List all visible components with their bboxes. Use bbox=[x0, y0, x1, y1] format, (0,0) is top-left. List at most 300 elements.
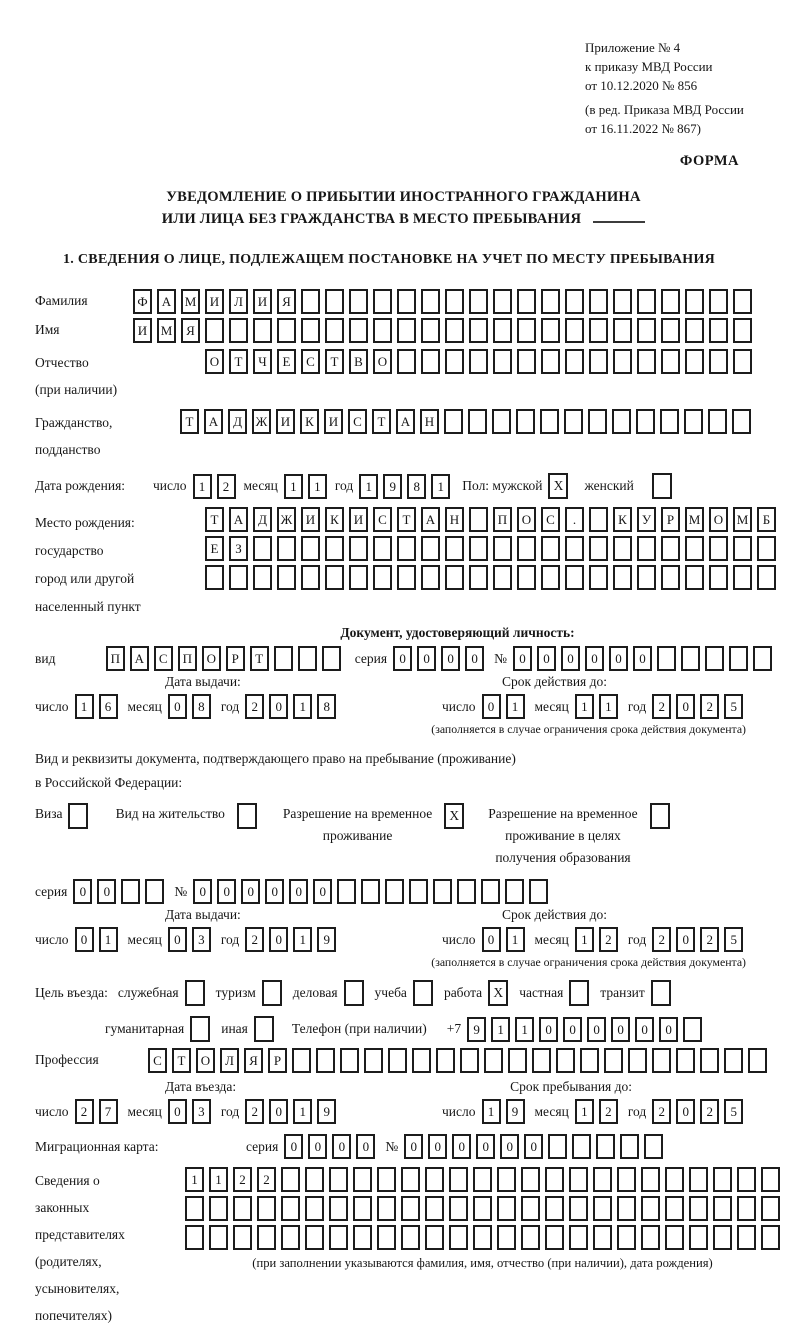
form-cell[interactable]: 0 bbox=[482, 927, 501, 952]
form-cell[interactable] bbox=[421, 536, 440, 561]
form-cell[interactable] bbox=[445, 565, 464, 590]
form-cell[interactable] bbox=[548, 1134, 567, 1159]
form-cell[interactable]: 0 bbox=[217, 879, 236, 904]
form-cell[interactable] bbox=[517, 565, 536, 590]
form-cell[interactable] bbox=[229, 318, 248, 343]
form-cell[interactable] bbox=[641, 1225, 660, 1250]
form-cell[interactable]: 0 bbox=[269, 927, 288, 952]
form-cell[interactable]: 2 bbox=[652, 927, 671, 952]
form-cell[interactable]: С bbox=[148, 1048, 167, 1073]
form-cell[interactable] bbox=[388, 1048, 407, 1073]
form-cell[interactable] bbox=[689, 1167, 708, 1192]
form-cell[interactable]: 1 bbox=[491, 1017, 510, 1042]
form-cell[interactable]: 2 bbox=[700, 1099, 719, 1124]
form-cell[interactable] bbox=[229, 565, 248, 590]
form-cell[interactable]: 0 bbox=[269, 1099, 288, 1124]
form-cell[interactable]: 0 bbox=[465, 646, 484, 671]
form-cell[interactable]: 0 bbox=[289, 879, 308, 904]
form-cell[interactable] bbox=[708, 409, 727, 434]
form-cell[interactable]: О bbox=[709, 507, 728, 532]
form-cell[interactable] bbox=[565, 565, 584, 590]
form-cell[interactable]: 2 bbox=[257, 1167, 276, 1192]
sex-female-checkbox[interactable] bbox=[652, 473, 672, 499]
form-cell[interactable] bbox=[665, 1196, 684, 1221]
form-cell[interactable] bbox=[620, 1134, 639, 1159]
form-cell[interactable]: 1 bbox=[431, 474, 450, 499]
form-cell[interactable] bbox=[449, 1167, 468, 1192]
form-cell[interactable]: 0 bbox=[676, 1099, 695, 1124]
form-cell[interactable] bbox=[298, 646, 317, 671]
form-cell[interactable]: 0 bbox=[659, 1017, 678, 1042]
form-cell[interactable] bbox=[613, 349, 632, 374]
form-cell[interactable] bbox=[281, 1225, 300, 1250]
form-cell[interactable]: А bbox=[157, 289, 176, 314]
form-cell[interactable]: Р bbox=[226, 646, 245, 671]
form-cell[interactable]: 0 bbox=[539, 1017, 558, 1042]
form-cell[interactable] bbox=[349, 565, 368, 590]
form-cell[interactable]: П bbox=[106, 646, 125, 671]
form-cell[interactable]: 0 bbox=[313, 879, 332, 904]
form-cell[interactable]: 1 bbox=[308, 474, 327, 499]
form-cell[interactable]: О bbox=[373, 349, 392, 374]
form-cell[interactable]: 1 bbox=[193, 474, 212, 499]
form-cell[interactable]: С bbox=[541, 507, 560, 532]
form-cell[interactable] bbox=[497, 1167, 516, 1192]
form-cell[interactable] bbox=[469, 565, 488, 590]
form-cell[interactable] bbox=[565, 349, 584, 374]
form-cell[interactable] bbox=[540, 409, 559, 434]
form-cell[interactable]: Т bbox=[325, 349, 344, 374]
form-cell[interactable]: 2 bbox=[652, 1099, 671, 1124]
form-cell[interactable]: 0 bbox=[73, 879, 92, 904]
form-cell[interactable] bbox=[257, 1196, 276, 1221]
form-cell[interactable] bbox=[185, 1225, 204, 1250]
form-cell[interactable] bbox=[589, 507, 608, 532]
form-cell[interactable] bbox=[641, 1196, 660, 1221]
form-cell[interactable] bbox=[665, 1225, 684, 1250]
form-cell[interactable] bbox=[457, 879, 476, 904]
form-cell[interactable]: 9 bbox=[317, 927, 336, 952]
form-cell[interactable]: 1 bbox=[575, 1099, 594, 1124]
form-cell[interactable]: К bbox=[325, 507, 344, 532]
form-cell[interactable] bbox=[421, 349, 440, 374]
form-cell[interactable] bbox=[449, 1225, 468, 1250]
form-cell[interactable] bbox=[349, 536, 368, 561]
form-cell[interactable]: 0 bbox=[265, 879, 284, 904]
form-cell[interactable] bbox=[401, 1167, 420, 1192]
form-cell[interactable] bbox=[397, 289, 416, 314]
form-cell[interactable]: И bbox=[133, 318, 152, 343]
form-cell[interactable] bbox=[361, 879, 380, 904]
form-cell[interactable] bbox=[425, 1196, 444, 1221]
form-cell[interactable]: 2 bbox=[652, 694, 671, 719]
form-cell[interactable] bbox=[493, 318, 512, 343]
form-cell[interactable] bbox=[493, 349, 512, 374]
form-cell[interactable]: И bbox=[276, 409, 295, 434]
form-cell[interactable]: К bbox=[300, 409, 319, 434]
form-cell[interactable] bbox=[709, 536, 728, 561]
form-cell[interactable] bbox=[493, 289, 512, 314]
form-cell[interactable] bbox=[205, 565, 224, 590]
form-cell[interactable] bbox=[541, 536, 560, 561]
form-cell[interactable] bbox=[421, 289, 440, 314]
purpose-official-checkbox[interactable] bbox=[185, 980, 205, 1006]
form-cell[interactable] bbox=[705, 646, 724, 671]
form-cell[interactable] bbox=[737, 1196, 756, 1221]
form-cell[interactable] bbox=[541, 349, 560, 374]
form-cell[interactable] bbox=[469, 349, 488, 374]
form-cell[interactable]: 0 bbox=[537, 646, 556, 671]
form-cell[interactable] bbox=[604, 1048, 623, 1073]
form-cell[interactable] bbox=[397, 565, 416, 590]
form-cell[interactable] bbox=[385, 879, 404, 904]
form-cell[interactable] bbox=[596, 1134, 615, 1159]
form-cell[interactable] bbox=[233, 1225, 252, 1250]
form-cell[interactable] bbox=[532, 1048, 551, 1073]
edu-residence-permit-checkbox[interactable] bbox=[650, 803, 670, 829]
form-cell[interactable] bbox=[517, 318, 536, 343]
purpose-humanitarian-checkbox[interactable] bbox=[190, 1016, 210, 1042]
form-cell[interactable]: М bbox=[181, 289, 200, 314]
form-cell[interactable]: 0 bbox=[482, 694, 501, 719]
form-cell[interactable]: 0 bbox=[193, 879, 212, 904]
form-cell[interactable] bbox=[737, 1225, 756, 1250]
form-cell[interactable] bbox=[613, 536, 632, 561]
form-cell[interactable]: 5 bbox=[724, 927, 743, 952]
form-cell[interactable] bbox=[732, 409, 751, 434]
form-cell[interactable] bbox=[377, 1225, 396, 1250]
form-cell[interactable]: 1 bbox=[575, 694, 594, 719]
form-cell[interactable]: Р bbox=[661, 507, 680, 532]
purpose-business-checkbox[interactable] bbox=[344, 980, 364, 1006]
form-cell[interactable]: О bbox=[205, 349, 224, 374]
form-cell[interactable]: А bbox=[130, 646, 149, 671]
form-cell[interactable] bbox=[593, 1225, 612, 1250]
form-cell[interactable]: И bbox=[349, 507, 368, 532]
form-cell[interactable] bbox=[121, 879, 140, 904]
form-cell[interactable]: З bbox=[229, 536, 248, 561]
form-cell[interactable] bbox=[505, 879, 524, 904]
form-cell[interactable] bbox=[588, 409, 607, 434]
sex-male-checkbox[interactable]: X bbox=[548, 473, 568, 499]
form-cell[interactable]: Т bbox=[229, 349, 248, 374]
form-cell[interactable] bbox=[277, 536, 296, 561]
form-cell[interactable] bbox=[305, 1196, 324, 1221]
visa-checkbox[interactable] bbox=[68, 803, 88, 829]
form-cell[interactable]: 1 bbox=[185, 1167, 204, 1192]
form-cell[interactable] bbox=[729, 646, 748, 671]
form-cell[interactable] bbox=[733, 349, 752, 374]
form-cell[interactable]: 3 bbox=[192, 1099, 211, 1124]
form-cell[interactable] bbox=[469, 507, 488, 532]
form-cell[interactable]: Р bbox=[268, 1048, 287, 1073]
form-cell[interactable] bbox=[444, 409, 463, 434]
form-cell[interactable] bbox=[205, 318, 224, 343]
form-cell[interactable] bbox=[685, 565, 704, 590]
form-cell[interactable] bbox=[689, 1225, 708, 1250]
form-cell[interactable] bbox=[569, 1167, 588, 1192]
form-cell[interactable] bbox=[233, 1196, 252, 1221]
form-cell[interactable] bbox=[445, 349, 464, 374]
form-cell[interactable] bbox=[644, 1134, 663, 1159]
form-cell[interactable] bbox=[569, 1225, 588, 1250]
form-cell[interactable]: 0 bbox=[428, 1134, 447, 1159]
form-cell[interactable] bbox=[353, 1167, 372, 1192]
form-cell[interactable]: 0 bbox=[585, 646, 604, 671]
form-cell[interactable]: 1 bbox=[284, 474, 303, 499]
form-cell[interactable]: 2 bbox=[599, 1099, 618, 1124]
form-cell[interactable]: 7 bbox=[99, 1099, 118, 1124]
form-cell[interactable] bbox=[613, 318, 632, 343]
form-cell[interactable] bbox=[516, 409, 535, 434]
form-cell[interactable]: 9 bbox=[506, 1099, 525, 1124]
form-cell[interactable]: 1 bbox=[99, 927, 118, 952]
residence-permit-checkbox[interactable] bbox=[237, 803, 257, 829]
form-cell[interactable] bbox=[565, 536, 584, 561]
form-cell[interactable] bbox=[589, 318, 608, 343]
form-cell[interactable]: А bbox=[229, 507, 248, 532]
form-cell[interactable] bbox=[589, 349, 608, 374]
form-cell[interactable] bbox=[493, 536, 512, 561]
form-cell[interactable]: 0 bbox=[332, 1134, 351, 1159]
purpose-work-checkbox[interactable]: X bbox=[488, 980, 508, 1006]
form-cell[interactable] bbox=[541, 565, 560, 590]
form-cell[interactable] bbox=[445, 318, 464, 343]
form-cell[interactable] bbox=[425, 1167, 444, 1192]
form-cell[interactable] bbox=[637, 289, 656, 314]
form-cell[interactable]: 0 bbox=[269, 694, 288, 719]
form-cell[interactable] bbox=[277, 565, 296, 590]
form-cell[interactable] bbox=[301, 318, 320, 343]
form-cell[interactable] bbox=[364, 1048, 383, 1073]
form-cell[interactable] bbox=[684, 409, 703, 434]
form-cell[interactable]: . bbox=[565, 507, 584, 532]
form-cell[interactable]: Л bbox=[220, 1048, 239, 1073]
form-cell[interactable] bbox=[700, 1048, 719, 1073]
form-cell[interactable] bbox=[281, 1196, 300, 1221]
form-cell[interactable] bbox=[253, 536, 272, 561]
form-cell[interactable]: 0 bbox=[561, 646, 580, 671]
form-cell[interactable]: А bbox=[204, 409, 223, 434]
form-cell[interactable] bbox=[617, 1167, 636, 1192]
form-cell[interactable]: 2 bbox=[233, 1167, 252, 1192]
form-cell[interactable] bbox=[564, 409, 583, 434]
form-cell[interactable]: Е bbox=[277, 349, 296, 374]
form-cell[interactable] bbox=[473, 1196, 492, 1221]
form-cell[interactable] bbox=[589, 536, 608, 561]
form-cell[interactable]: 8 bbox=[192, 694, 211, 719]
form-cell[interactable]: Ч bbox=[253, 349, 272, 374]
form-cell[interactable] bbox=[445, 536, 464, 561]
purpose-transit-checkbox[interactable] bbox=[651, 980, 671, 1006]
form-cell[interactable] bbox=[325, 565, 344, 590]
form-cell[interactable]: 2 bbox=[75, 1099, 94, 1124]
form-cell[interactable] bbox=[397, 536, 416, 561]
form-cell[interactable] bbox=[657, 646, 676, 671]
form-cell[interactable]: 1 bbox=[575, 927, 594, 952]
form-cell[interactable] bbox=[572, 1134, 591, 1159]
form-cell[interactable]: 0 bbox=[524, 1134, 543, 1159]
form-cell[interactable] bbox=[521, 1196, 540, 1221]
form-cell[interactable] bbox=[757, 565, 776, 590]
form-cell[interactable] bbox=[253, 565, 272, 590]
form-cell[interactable]: В bbox=[349, 349, 368, 374]
form-cell[interactable] bbox=[637, 565, 656, 590]
form-cell[interactable] bbox=[724, 1048, 743, 1073]
form-cell[interactable]: А bbox=[396, 409, 415, 434]
form-cell[interactable] bbox=[185, 1196, 204, 1221]
form-cell[interactable]: Н bbox=[420, 409, 439, 434]
form-cell[interactable] bbox=[301, 565, 320, 590]
form-cell[interactable]: Ж bbox=[277, 507, 296, 532]
form-cell[interactable]: 0 bbox=[676, 927, 695, 952]
form-cell[interactable] bbox=[613, 289, 632, 314]
form-cell[interactable]: С bbox=[154, 646, 173, 671]
form-cell[interactable] bbox=[353, 1225, 372, 1250]
form-cell[interactable]: П bbox=[178, 646, 197, 671]
form-cell[interactable] bbox=[617, 1225, 636, 1250]
form-cell[interactable] bbox=[661, 536, 680, 561]
form-cell[interactable] bbox=[748, 1048, 767, 1073]
form-cell[interactable]: Б bbox=[757, 507, 776, 532]
form-cell[interactable] bbox=[492, 409, 511, 434]
form-cell[interactable]: К bbox=[613, 507, 632, 532]
form-cell[interactable] bbox=[412, 1048, 431, 1073]
form-cell[interactable] bbox=[617, 1196, 636, 1221]
form-cell[interactable]: 3 bbox=[192, 927, 211, 952]
form-cell[interactable]: 2 bbox=[599, 927, 618, 952]
form-cell[interactable] bbox=[325, 536, 344, 561]
form-cell[interactable]: 0 bbox=[452, 1134, 471, 1159]
form-cell[interactable] bbox=[497, 1225, 516, 1250]
form-cell[interactable] bbox=[517, 289, 536, 314]
purpose-private-checkbox[interactable] bbox=[569, 980, 589, 1006]
form-cell[interactable] bbox=[301, 289, 320, 314]
form-cell[interactable] bbox=[322, 646, 341, 671]
form-cell[interactable]: Т bbox=[180, 409, 199, 434]
form-cell[interactable] bbox=[377, 1167, 396, 1192]
form-cell[interactable] bbox=[685, 349, 704, 374]
form-cell[interactable] bbox=[253, 318, 272, 343]
form-cell[interactable]: 2 bbox=[245, 927, 264, 952]
form-cell[interactable] bbox=[305, 1225, 324, 1250]
form-cell[interactable] bbox=[589, 565, 608, 590]
form-cell[interactable]: 9 bbox=[317, 1099, 336, 1124]
form-cell[interactable]: 5 bbox=[724, 1099, 743, 1124]
form-cell[interactable] bbox=[421, 565, 440, 590]
form-cell[interactable]: Ж bbox=[252, 409, 271, 434]
form-cell[interactable] bbox=[685, 536, 704, 561]
form-cell[interactable] bbox=[521, 1167, 540, 1192]
form-cell[interactable] bbox=[325, 318, 344, 343]
form-cell[interactable] bbox=[545, 1196, 564, 1221]
form-cell[interactable] bbox=[469, 289, 488, 314]
form-cell[interactable] bbox=[349, 318, 368, 343]
form-cell[interactable] bbox=[445, 289, 464, 314]
form-cell[interactable] bbox=[305, 1167, 324, 1192]
form-cell[interactable] bbox=[473, 1225, 492, 1250]
form-cell[interactable] bbox=[436, 1048, 455, 1073]
form-cell[interactable] bbox=[713, 1225, 732, 1250]
form-cell[interactable]: 0 bbox=[676, 694, 695, 719]
form-cell[interactable]: 1 bbox=[506, 694, 525, 719]
form-cell[interactable]: 0 bbox=[587, 1017, 606, 1042]
form-cell[interactable] bbox=[641, 1167, 660, 1192]
form-cell[interactable] bbox=[521, 1225, 540, 1250]
form-cell[interactable]: 2 bbox=[700, 927, 719, 952]
form-cell[interactable] bbox=[733, 289, 752, 314]
form-cell[interactable] bbox=[209, 1196, 228, 1221]
form-cell[interactable] bbox=[709, 565, 728, 590]
form-cell[interactable] bbox=[460, 1048, 479, 1073]
form-cell[interactable]: 1 bbox=[515, 1017, 534, 1042]
form-cell[interactable] bbox=[377, 1196, 396, 1221]
form-cell[interactable]: 1 bbox=[359, 474, 378, 499]
form-cell[interactable]: Д bbox=[228, 409, 247, 434]
form-cell[interactable] bbox=[481, 879, 500, 904]
form-cell[interactable]: 1 bbox=[599, 694, 618, 719]
form-cell[interactable] bbox=[373, 318, 392, 343]
form-cell[interactable]: 0 bbox=[284, 1134, 303, 1159]
form-cell[interactable]: О bbox=[517, 507, 536, 532]
form-cell[interactable] bbox=[337, 879, 356, 904]
form-cell[interactable]: 0 bbox=[75, 927, 94, 952]
form-cell[interactable]: 0 bbox=[168, 694, 187, 719]
form-cell[interactable] bbox=[257, 1225, 276, 1250]
form-cell[interactable] bbox=[661, 318, 680, 343]
form-cell[interactable] bbox=[660, 409, 679, 434]
form-cell[interactable]: Н bbox=[445, 507, 464, 532]
form-cell[interactable] bbox=[761, 1196, 780, 1221]
form-cell[interactable] bbox=[340, 1048, 359, 1073]
form-cell[interactable] bbox=[613, 565, 632, 590]
form-cell[interactable]: 0 bbox=[609, 646, 628, 671]
form-cell[interactable] bbox=[761, 1225, 780, 1250]
form-cell[interactable]: 8 bbox=[317, 694, 336, 719]
form-cell[interactable] bbox=[508, 1048, 527, 1073]
form-cell[interactable] bbox=[373, 289, 392, 314]
form-cell[interactable]: 0 bbox=[168, 1099, 187, 1124]
form-cell[interactable] bbox=[569, 1196, 588, 1221]
form-cell[interactable] bbox=[733, 565, 752, 590]
form-cell[interactable]: 0 bbox=[500, 1134, 519, 1159]
form-cell[interactable] bbox=[517, 349, 536, 374]
form-cell[interactable] bbox=[397, 349, 416, 374]
form-cell[interactable]: 1 bbox=[506, 927, 525, 952]
form-cell[interactable] bbox=[733, 536, 752, 561]
form-cell[interactable]: О bbox=[196, 1048, 215, 1073]
form-cell[interactable]: И bbox=[324, 409, 343, 434]
form-cell[interactable] bbox=[636, 409, 655, 434]
form-cell[interactable]: 0 bbox=[308, 1134, 327, 1159]
form-cell[interactable] bbox=[545, 1225, 564, 1250]
form-cell[interactable] bbox=[497, 1196, 516, 1221]
form-cell[interactable] bbox=[685, 318, 704, 343]
form-cell[interactable] bbox=[676, 1048, 695, 1073]
form-cell[interactable] bbox=[683, 1017, 702, 1042]
form-cell[interactable]: И bbox=[205, 289, 224, 314]
form-cell[interactable]: 9 bbox=[467, 1017, 486, 1042]
form-cell[interactable]: 0 bbox=[635, 1017, 654, 1042]
form-cell[interactable]: Т bbox=[397, 507, 416, 532]
form-cell[interactable] bbox=[565, 318, 584, 343]
form-cell[interactable] bbox=[709, 318, 728, 343]
form-cell[interactable]: И bbox=[301, 507, 320, 532]
form-cell[interactable] bbox=[469, 536, 488, 561]
form-cell[interactable] bbox=[661, 565, 680, 590]
form-cell[interactable] bbox=[373, 536, 392, 561]
form-cell[interactable]: 0 bbox=[476, 1134, 495, 1159]
